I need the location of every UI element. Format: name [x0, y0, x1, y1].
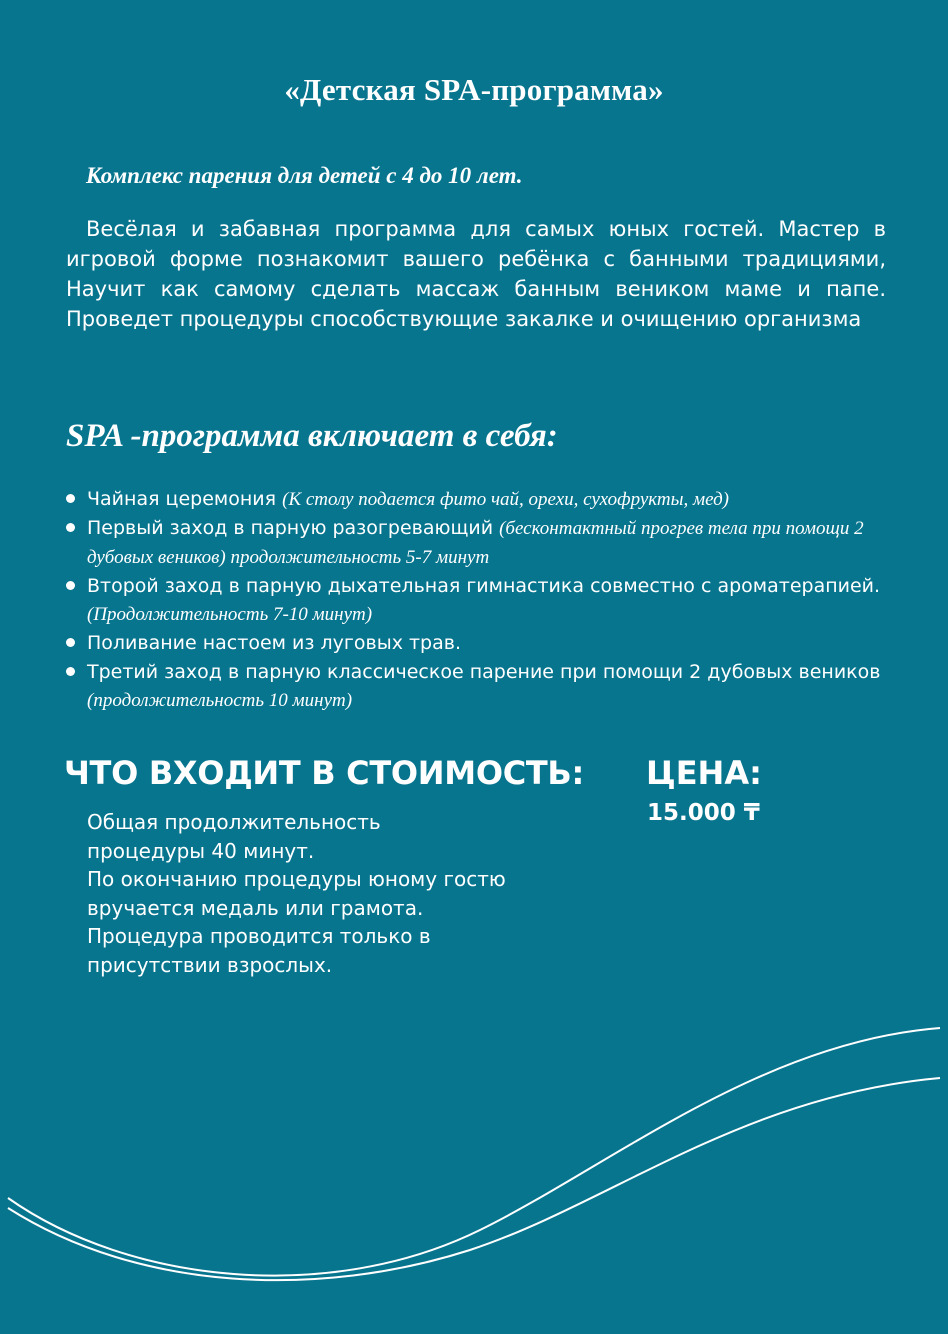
- cost-description: [87, 808, 547, 979]
- program-item-note: (продолжительность 10 минут): [87, 690, 353, 711]
- page-title: «Детская SPA-программа»: [284, 72, 664, 107]
- program-item-note: (К столу подается фито чай, орехи, сухофрукты, мед): [282, 489, 730, 510]
- program-item-text: Поливание настоем из луговых трав.: [87, 632, 461, 654]
- cost-line: По окончанию процедуры юному гостю: [87, 867, 506, 891]
- program-item-note: (Продолжительность 7-10 минут): [87, 604, 373, 625]
- wave-line-outer: [8, 1028, 940, 1276]
- price-value: 15.000 ₸: [647, 800, 760, 826]
- cost-line: Общая продолжительность: [87, 810, 381, 834]
- program-item-text: Чайная церемония: [87, 488, 283, 510]
- program-item-note: (бесконтактный прогрев тела при помощи 2 дубовых веников) продолжительность 5-7 минут: [87, 518, 864, 568]
- price-heading: ЦЕНА:: [646, 754, 762, 792]
- program-item: [64, 629, 904, 658]
- cost-includes-heading: ЧТО ВХОДИТ В СТОИМОСТЬ:: [64, 754, 585, 792]
- program-item: [64, 572, 904, 629]
- program-subtitle: Комплекс парения для детей с 4 до 10 лет.: [86, 163, 523, 188]
- program-includes-heading: SPA -программа включает в себя:: [66, 418, 558, 454]
- cost-line: вручается медаль или грамота.: [87, 895, 424, 920]
- program-item: [64, 485, 904, 514]
- cost-line: присутствии взрослых.: [87, 952, 333, 977]
- cost-line: Процедура проводится только в: [87, 924, 431, 948]
- bullet-dot-icon: [66, 667, 75, 676]
- program-item: [64, 514, 904, 572]
- program-item-text: Второй заход в парную дыхательная гимнастика совместно с ароматерапией.: [87, 575, 881, 597]
- bullet-dot-icon: [66, 523, 75, 532]
- program-item: [64, 658, 904, 715]
- cost-line: процедуры 40 минут.: [87, 838, 315, 863]
- program-items-list: [64, 485, 904, 715]
- wave-line-inner: [8, 1078, 940, 1280]
- bullet-dot-icon: [66, 581, 75, 590]
- bullet-dot-icon: [66, 494, 75, 503]
- wave-lines-icon: [0, 1000, 948, 1334]
- program-item-text: Третий заход в парную классическое парение при помощи 2 дубовых веников: [87, 661, 881, 683]
- program-item-text: Первый заход в парную разогревающий: [87, 517, 500, 539]
- program-description: Весёлая и забавная программа для самых юных гостей. Мастер в игровой форме познакомит вашего ребёнка с банными традициями, Научит как самому сделать массаж банным веником маме и папе. Проведет процедуры способствующие закалке и очищению организма: [66, 217, 886, 331]
- bullet-dot-icon: [66, 638, 75, 647]
